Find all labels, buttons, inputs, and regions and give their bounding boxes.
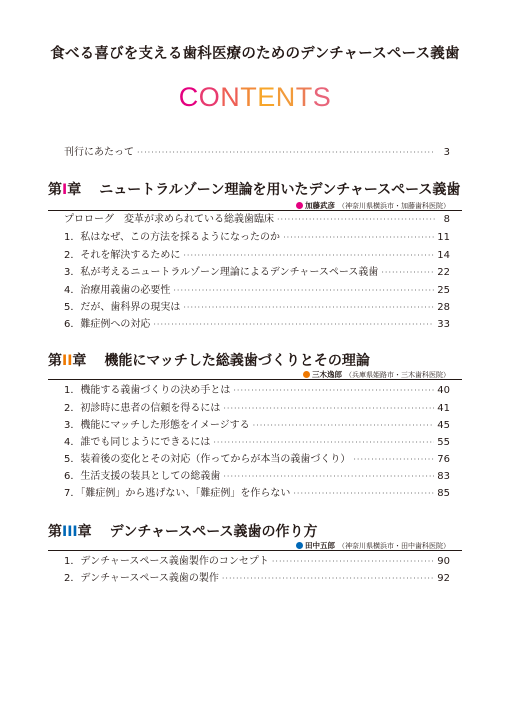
dot-leader (183, 301, 434, 315)
chapter-prefix: 第 (48, 353, 62, 369)
chapter-number: II (62, 353, 73, 369)
contents-letter: T (295, 82, 313, 112)
toc-entry-label: 6．難症例への対応 (64, 319, 151, 330)
contents-letter: O (198, 82, 221, 112)
toc-entry[interactable] (64, 384, 450, 398)
toc-entry[interactable] (64, 402, 450, 416)
dot-leader (233, 384, 434, 398)
chapter-title: デンチャースペース義歯の作り方 (109, 524, 318, 540)
toc-entry[interactable] (64, 555, 450, 569)
dot-leader (223, 402, 434, 416)
toc-entry-label: 3．私が考えるニュートラルゾーン理論によるデンチャースペース義歯 (64, 267, 379, 278)
dot-leader (153, 318, 434, 332)
dot-leader (381, 266, 434, 280)
toc-entry[interactable] (64, 318, 450, 332)
toc-entry[interactable] (64, 231, 450, 245)
author-affiliation: （神奈川県横浜市・加藤歯科医院） (338, 201, 450, 210)
toc-entry-label: 5．だが、歯科界の現実は (64, 302, 181, 313)
toc-entry[interactable] (64, 266, 450, 280)
dot-leader (213, 436, 434, 450)
toc-entry[interactable] (64, 301, 450, 315)
author-dot-icon (296, 542, 303, 549)
toc-entry-label: 4．治療用義歯の必要性 (64, 285, 171, 296)
chapter-divider (48, 210, 462, 211)
toc-entry-intro[interactable] (64, 146, 450, 160)
contents-letter: S (312, 82, 332, 112)
toc-entry-page: 28 (437, 302, 450, 313)
toc-entry[interactable] (64, 249, 450, 263)
chapter-divider (48, 379, 462, 380)
contents-letter: N (220, 82, 241, 112)
toc-entry-label: 2．初診時に患者の信頼を得るには (64, 403, 221, 414)
toc-entry-page: 83 (437, 471, 450, 482)
toc-entry-label: 5．装着後の変化とその対応（作ってからが本当の義歯づくり） (64, 454, 351, 465)
author-affiliation: （神奈川県横浜市・田中歯科医院） (338, 541, 450, 550)
toc-entry-page: 25 (437, 285, 450, 296)
dot-leader (283, 231, 434, 245)
toc-entry-label: プロローグ 変革が求められている総義歯臨床 (64, 214, 274, 225)
toc-entry-label: 1．私はなぜ、この方法を採るようになったのか (64, 232, 281, 243)
chapter-suffix: 章 (77, 524, 92, 540)
toc-entry-page: 45 (437, 420, 450, 431)
author-dot-icon (303, 371, 310, 378)
dot-leader (223, 470, 434, 484)
toc-entry-label: 1．機能する義歯づくりの決め手とは (64, 385, 231, 396)
toc-entry[interactable] (64, 453, 450, 467)
author-dot-icon (296, 202, 303, 209)
chapter-prefix: 第 (48, 524, 62, 540)
toc-entry-page: 8 (443, 214, 450, 225)
toc-entry[interactable] (64, 213, 450, 227)
contents-letter: N (275, 82, 296, 112)
toc-entry[interactable] (64, 419, 450, 433)
chapter-suffix: 章 (67, 182, 82, 198)
chapter-number: I (62, 182, 68, 198)
dot-leader (353, 453, 434, 467)
toc-entry-page: 41 (437, 403, 450, 414)
toc-entry[interactable] (64, 572, 450, 586)
chapter-2-heading (48, 350, 370, 370)
contents-letter: E (257, 82, 276, 112)
dot-leader (272, 555, 434, 569)
toc-entry-page: 85 (437, 488, 450, 499)
book-title: 食べる喜びを支える歯科医療のためのデンチャースペース義歯 (50, 46, 460, 62)
chapter-number: III (62, 524, 78, 540)
dot-leader (222, 572, 434, 586)
toc-entry-page: 11 (437, 232, 450, 243)
toc-entry-page: 33 (437, 319, 450, 330)
toc-entry-label: 刊行にあたって (64, 147, 134, 158)
chapter-title: ニュートラルゾーン理論を用いたデンチャースペース義歯 (99, 182, 461, 198)
toc-entry-page: 14 (437, 250, 450, 261)
toc-entry[interactable] (64, 436, 450, 450)
author-name: 三木逸郎 (312, 370, 342, 379)
chapter-3-heading (48, 521, 318, 541)
author-name: 加藤武彦 (305, 201, 335, 210)
author-affiliation: （兵庫県姫路市・三木歯科医院） (345, 370, 450, 379)
toc-entry-page: 40 (437, 385, 450, 396)
toc-entry-page: 22 (437, 267, 450, 278)
dot-leader (277, 213, 435, 227)
contents-letter: C (178, 82, 199, 112)
dot-leader (173, 284, 434, 298)
dot-leader (137, 146, 435, 160)
chapter-divider (48, 550, 462, 551)
toc-entry-label: 4．誰でも同じようにできるには (64, 437, 211, 448)
toc-entry-page: 3 (443, 147, 450, 158)
toc-entry-label: 1．デンチャースペース義歯製作のコンセプト (64, 556, 269, 567)
toc-entry[interactable] (64, 487, 450, 501)
toc-entry-label: 6．生活支援の装具としての総義歯 (64, 471, 221, 482)
dot-leader (253, 419, 435, 433)
toc-entry-label: 7．「難症例」から逃げない、「難症例」を作らない (64, 488, 291, 499)
contents-letter: T (240, 82, 258, 112)
toc-entry-label: 2．それを解決するために (64, 250, 181, 261)
dot-leader (293, 487, 434, 501)
author-name: 田中五郎 (305, 541, 335, 550)
chapter-title: 機能にマッチした総義歯づくりとその理論 (104, 353, 370, 369)
chapter-1-heading (48, 179, 460, 199)
toc-entry[interactable] (64, 470, 450, 484)
contents-heading (0, 82, 510, 113)
toc-entry-page: 92 (437, 573, 450, 584)
dot-leader (183, 249, 434, 263)
toc-entry-page: 90 (437, 556, 450, 567)
chapter-prefix: 第 (48, 182, 62, 198)
chapter-suffix: 章 (72, 353, 87, 369)
toc-entry[interactable] (64, 284, 450, 298)
toc-entry-label: 3．機能にマッチした形態をイメージする (64, 420, 250, 431)
toc-entry-page: 55 (437, 437, 450, 448)
toc-entry-label: 2．デンチャースペース義歯の製作 (64, 573, 219, 584)
toc-entry-page: 76 (437, 454, 450, 465)
